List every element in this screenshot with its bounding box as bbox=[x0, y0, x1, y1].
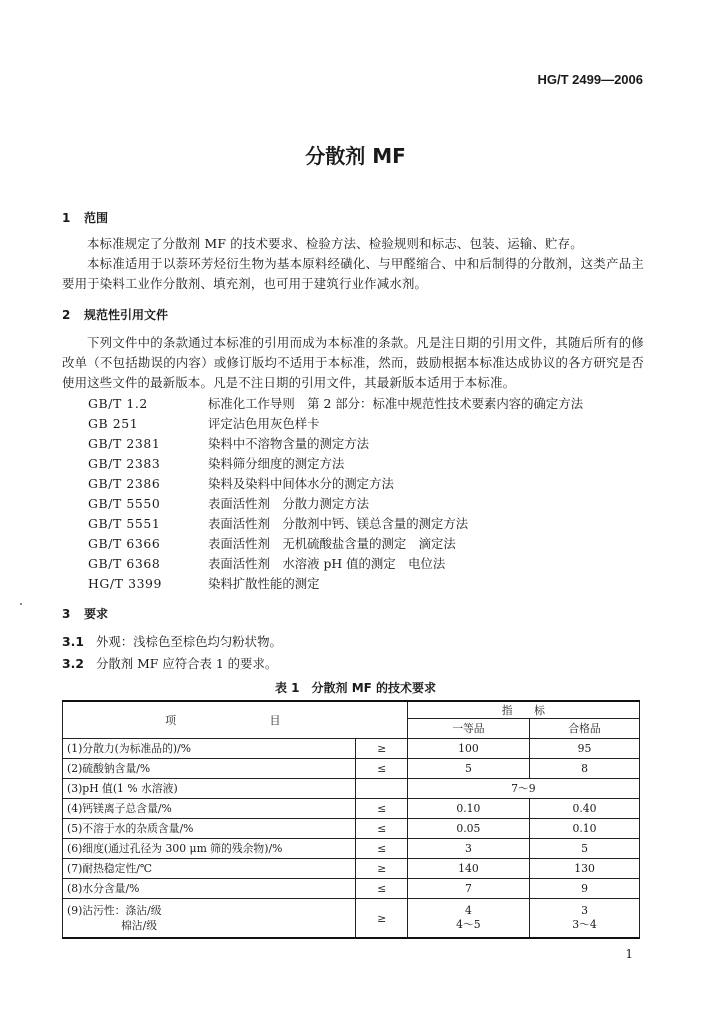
list-item bbox=[88, 554, 583, 574]
table-row bbox=[63, 879, 640, 899]
document-title: 分散剂 MF bbox=[305, 144, 406, 168]
list-item bbox=[88, 514, 583, 534]
ref-code: HG/T 3399 bbox=[88, 576, 163, 591]
ref-name: 染料中不溶物含量的测定方法 bbox=[208, 436, 370, 451]
scope-text bbox=[62, 234, 644, 294]
requirements-table bbox=[62, 700, 640, 939]
table-title: 表 1 分散剂 MF 的技术要求 bbox=[274, 681, 437, 695]
paragraph: 下列文件中的条款通过本标准的引用而成为本标准的条款。凡是注日期的引用文件，其随后所有的修改单（不包括勘误的内容）或修订版均不适用于本标准，然而，鼓励根据本标准达成协议的各方研究是否使用这些文件的最新版本。凡是不注日期的引用文件，其最新版本适用于本标准。 bbox=[62, 335, 644, 390]
paragraph: 本标准规定了分散剂 MF 的技术要求、检验方法、检验规则和标志、包装、运输、贮存。 bbox=[87, 236, 583, 251]
table-row bbox=[63, 839, 640, 859]
section-1-heading bbox=[62, 209, 108, 226]
list-item bbox=[88, 534, 583, 554]
ref-code: GB/T 2383 bbox=[88, 456, 161, 471]
ref-name: 评定沾色用灰色样卡 bbox=[208, 416, 320, 431]
list-item bbox=[88, 434, 583, 454]
ref-name: 染料扩散性能的测定 bbox=[208, 576, 320, 591]
row-grade2: 95 bbox=[530, 739, 640, 759]
row-grade2: 5 bbox=[530, 839, 640, 859]
header-item bbox=[63, 701, 408, 739]
table-row bbox=[63, 759, 640, 779]
clause-number: 3.1 bbox=[62, 634, 84, 649]
row-op: ≤ bbox=[356, 819, 407, 839]
row-grade2 bbox=[530, 899, 640, 939]
row-grade2: 0.40 bbox=[530, 799, 640, 819]
row-grade1: 5 bbox=[407, 759, 529, 779]
ref-name: 染料及染料中间体水分的测定方法 bbox=[208, 476, 394, 491]
header-item-label: 项 目 bbox=[165, 713, 305, 727]
section-number: 3 bbox=[62, 607, 71, 621]
section-title: 要求 bbox=[84, 607, 109, 621]
row-grade1: 140 bbox=[407, 859, 529, 879]
ref-name: 表面活性剂 分散剂中钙、镁总含量的测定方法 bbox=[208, 516, 469, 531]
ref-code: GB 251 bbox=[88, 416, 139, 431]
clause-text: 外观：浅棕色至棕色均匀粉状物。 bbox=[96, 634, 282, 649]
section-number: 1 bbox=[62, 211, 71, 225]
row-item: (5)不溶于水的杂质含量/% bbox=[63, 819, 356, 839]
row-item: (6)细度(通过孔径为 300 μm 筛的残余物)/% bbox=[63, 839, 356, 859]
list-item bbox=[88, 414, 583, 434]
section-number: 2 bbox=[62, 308, 71, 322]
ref-code: GB/T 5550 bbox=[88, 496, 161, 511]
list-item bbox=[88, 474, 583, 494]
row-item: (1)分散力(为标准品的)/% bbox=[63, 739, 356, 759]
clause-number: 3.2 bbox=[62, 656, 84, 671]
section-title: 规范性引用文件 bbox=[84, 308, 169, 322]
value-line: 3～4 bbox=[572, 918, 597, 931]
section-title: 范围 bbox=[84, 211, 109, 225]
normative-refs-text bbox=[62, 333, 644, 393]
standard-number: HG/T 2499—2006 bbox=[537, 72, 643, 87]
table-row bbox=[63, 779, 640, 799]
ref-name: 表面活性剂 水溶液 pH 值的测定 电位法 bbox=[208, 556, 446, 571]
row-grade1: 100 bbox=[407, 739, 529, 759]
clause-text: 分散剂 MF 应符合表 1 的要求。 bbox=[96, 656, 278, 671]
ref-name: 标准化工作导则 第 2 部分：标准中规范性技术要素内容的确定方法 bbox=[208, 396, 584, 411]
row-op: ≥ bbox=[356, 739, 407, 759]
row-op bbox=[356, 779, 407, 799]
row-grade1: 7 bbox=[407, 879, 529, 899]
ref-code: GB/T 1.2 bbox=[88, 396, 148, 411]
header-grade2: 合格品 bbox=[530, 719, 640, 739]
list-item bbox=[88, 494, 583, 514]
ref-name: 表面活性剂 无机硫酸盐含量的测定 滴定法 bbox=[208, 536, 456, 551]
list-item bbox=[88, 574, 583, 594]
row-grade1: 0.10 bbox=[407, 799, 529, 819]
row-item-line: 棉沾/级 bbox=[121, 919, 158, 932]
ref-code: GB/T 2386 bbox=[88, 476, 161, 491]
row-item: (7)耐热稳定性/℃ bbox=[63, 859, 356, 879]
row-op: ≥ bbox=[356, 859, 407, 879]
paragraph: 本标准适用于以萘环芳烃衍生物为基本原料经磺化、与甲醛缩合、中和后制得的分散剂，这类产品主要用于染料工业作分散剂、填充剂，也可用于建筑行业作减水剂。 bbox=[62, 256, 644, 291]
row-item: (2)硫酸钠含量/% bbox=[63, 759, 356, 779]
value-line: 4～5 bbox=[456, 918, 481, 931]
reference-list bbox=[88, 394, 583, 594]
table-row bbox=[63, 899, 640, 939]
requirement-3-1 bbox=[62, 632, 282, 650]
row-grade2: 0.10 bbox=[530, 819, 640, 839]
scan-speck bbox=[20, 603, 22, 605]
section-3-heading bbox=[62, 605, 108, 622]
row-item: (8)水分含量/% bbox=[63, 879, 356, 899]
list-item bbox=[88, 394, 583, 414]
table-row bbox=[63, 739, 640, 759]
row-op: ≤ bbox=[356, 839, 407, 859]
row-grade1: 3 bbox=[407, 839, 529, 859]
row-grade2: 8 bbox=[530, 759, 640, 779]
row-op: ≤ bbox=[356, 799, 407, 819]
row-item: (4)钙镁离子总含量/% bbox=[63, 799, 356, 819]
list-item bbox=[88, 454, 583, 474]
row-op: ≥ bbox=[356, 899, 407, 939]
header-grade1: 一等品 bbox=[407, 719, 529, 739]
value-line: 4 bbox=[464, 904, 472, 917]
table-row bbox=[63, 859, 640, 879]
row-op: ≤ bbox=[356, 759, 407, 779]
ref-name: 表面活性剂 分散力测定方法 bbox=[208, 496, 370, 511]
ref-code: GB/T 2381 bbox=[88, 436, 161, 451]
row-item-line: (9)沾污性：涤沾/级 bbox=[67, 904, 162, 917]
requirement-3-2 bbox=[62, 654, 277, 672]
section-2-heading bbox=[62, 306, 168, 323]
page-number: 1 bbox=[625, 947, 633, 961]
row-grade2: 130 bbox=[530, 859, 640, 879]
table-row bbox=[63, 799, 640, 819]
ref-code: GB/T 6366 bbox=[88, 536, 161, 551]
table-row bbox=[63, 819, 640, 839]
row-item: (3)pH 值(1 % 水溶液) bbox=[63, 779, 356, 799]
row-grade1 bbox=[407, 899, 529, 939]
ref-code: GB/T 5551 bbox=[88, 516, 161, 531]
value-line: 3 bbox=[581, 904, 588, 917]
row-grade2: 9 bbox=[530, 879, 640, 899]
row-grade1: 0.05 bbox=[407, 819, 529, 839]
row-op: ≤ bbox=[356, 879, 407, 899]
ref-name: 染料筛分细度的测定方法 bbox=[208, 456, 345, 471]
header-index bbox=[407, 701, 639, 719]
header-index-label: 指 标 bbox=[501, 703, 545, 717]
row-merged-value: 7～9 bbox=[407, 779, 639, 799]
ref-code: GB/T 6368 bbox=[88, 556, 161, 571]
row-item bbox=[63, 899, 356, 939]
